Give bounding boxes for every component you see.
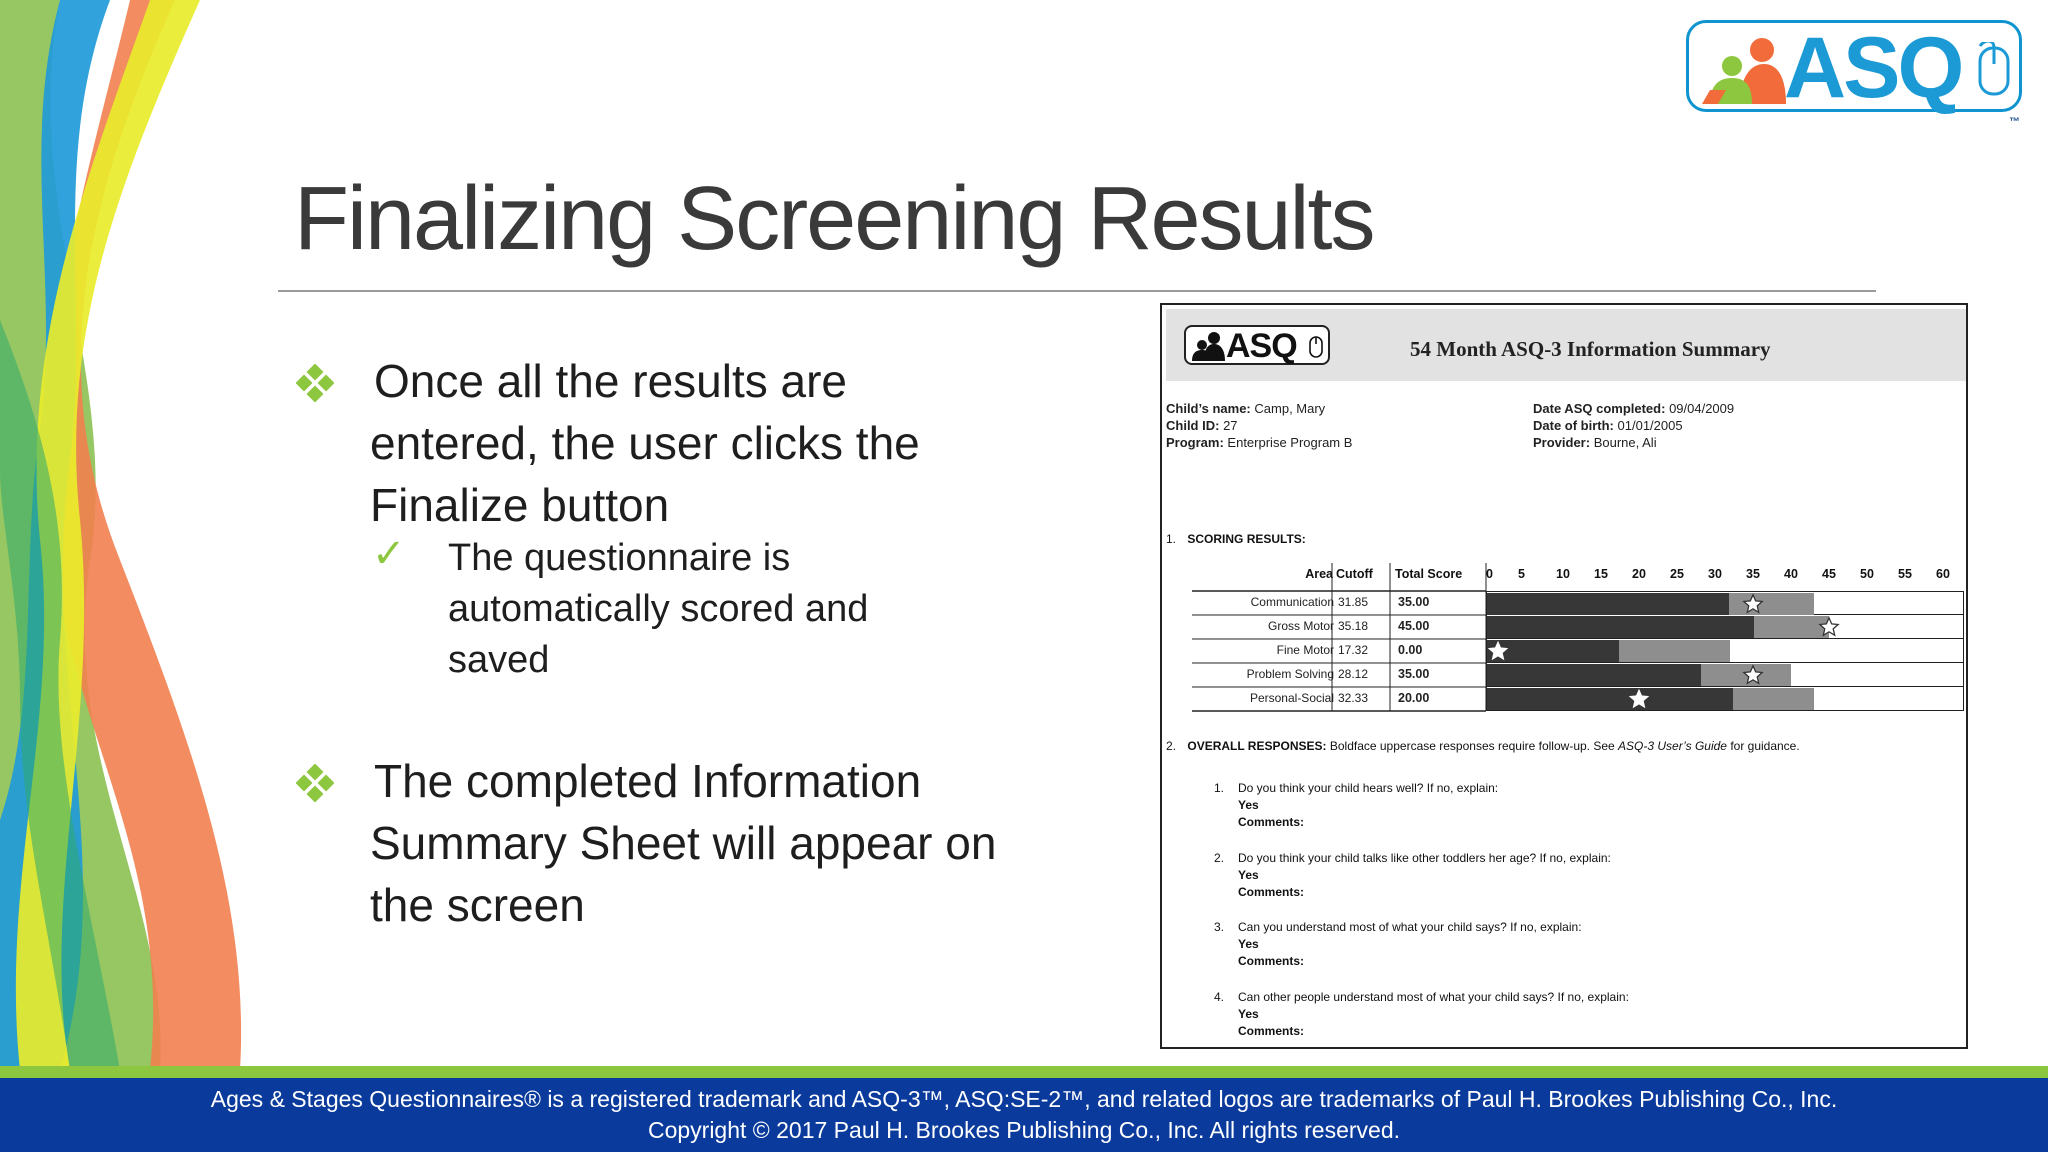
sub-bullet-line-3: saved [448, 639, 550, 681]
mouse-icon [1976, 42, 2012, 98]
header-cutoff: Cutoff [1336, 567, 1373, 581]
question-text: Can you understand most of what your child says? If no, explain: [1238, 920, 1582, 934]
summary-logo-text: ASQ [1226, 327, 1297, 365]
scale-tick: 40 [1784, 567, 1798, 581]
dob-label: Date of birth: [1533, 418, 1614, 433]
provider-row [1533, 434, 1657, 451]
section-2-guide: ASQ-3 User’s Guide [1618, 739, 1727, 753]
asq-logo [1686, 20, 2026, 130]
bullet-1-line-1: Once all the results are [374, 355, 848, 407]
slide-title: Finalizing Screening Results [294, 169, 1374, 269]
logo-text: ASQ [1784, 20, 1962, 116]
header-area: Area [1305, 567, 1333, 581]
diamond-bullet-icon [296, 764, 334, 802]
question-comments-label: Comments: [1238, 1024, 1305, 1038]
child-id-value: 27 [1223, 418, 1238, 433]
footer-accent-band [0, 1066, 2048, 1078]
row-total-score: 0.00 [1398, 643, 1423, 657]
footer-trademark-line: Ages & Stages Questionnaires® is a registered trademark and ASQ-3™, ASQ:SE-2™, and related logos are trademarks of Paul H. Brookes Publishing Co., Inc. [210, 1086, 1838, 1112]
scale-tick: 0 [1486, 567, 1493, 581]
monitoring-zone-segment [1733, 688, 1814, 710]
date-completed-value: 09/04/2009 [1669, 401, 1735, 416]
row-total-score: 35.00 [1398, 667, 1430, 681]
section-scoring-results [1166, 532, 1306, 546]
row-cutoff: 28.12 [1338, 667, 1369, 681]
scoring-chart [1192, 567, 1964, 705]
scale-tick: 25 [1670, 567, 1684, 581]
section-overall-responses [1166, 739, 1800, 753]
scale-tick: 55 [1898, 567, 1912, 581]
question-number: 1. [1214, 781, 1225, 795]
score-bar-track [1486, 687, 1964, 711]
checkmark-icon: ✓ [372, 531, 406, 577]
row-total-score: 45.00 [1398, 619, 1430, 633]
bullet-1-line-2: entered, the user clicks the [370, 417, 920, 469]
scale-tick: 10 [1556, 567, 1570, 581]
section-2-label: OVERALL RESPONSES: [1187, 739, 1327, 753]
below-cutoff-segment [1487, 688, 1733, 710]
question-number: 4. [1214, 990, 1225, 1004]
scale-tick: 35 [1746, 567, 1760, 581]
scale-tick: 45 [1822, 567, 1836, 581]
question-answer: Yes [1238, 868, 1259, 882]
child-name-value: Camp, Mary [1254, 401, 1326, 416]
summary-mouse-icon [1308, 335, 1324, 359]
summary-asq-logo [1184, 325, 1330, 365]
question-comments-label: Comments: [1238, 815, 1305, 829]
row-area: Fine Motor [1276, 643, 1334, 657]
program-row [1166, 434, 1352, 451]
title-divider [278, 290, 1876, 292]
section-1-label: SCORING RESULTS: [1187, 532, 1306, 546]
summary-logo-family-icon [1190, 331, 1226, 361]
section-2-number: 2. [1166, 739, 1177, 753]
question-text: Do you think your child talks like other toddlers her age? If no, explain: [1238, 851, 1611, 865]
scale-tick: 30 [1708, 567, 1722, 581]
row-total-score: 20.00 [1398, 691, 1430, 705]
logo-trademark: ™ [2009, 116, 2020, 128]
program-label: Program: [1166, 435, 1224, 450]
provider-label: Provider: [1533, 435, 1591, 450]
bullet-1-line-3: Finalize button [370, 479, 670, 531]
child-id-label: Child ID: [1166, 418, 1220, 433]
question-answer: Yes [1238, 1007, 1259, 1021]
date-completed-label: Date ASQ completed: [1533, 401, 1666, 416]
sub-bullet-line-2: automatically scored and [448, 588, 869, 630]
question-text: Do you think your child hears well? If no, explain: [1238, 781, 1499, 795]
row-area: Personal-Social [1249, 691, 1334, 705]
program-value: Enterprise Program B [1227, 435, 1353, 450]
row-cutoff: 17.32 [1338, 643, 1369, 657]
section-2-text: Boldface uppercase responses require follow-up. See [1329, 739, 1615, 753]
dob-value: 01/01/2005 [1617, 418, 1683, 433]
row-cutoff: 32.33 [1338, 691, 1369, 705]
header-total-score: Total Score [1395, 567, 1463, 581]
provider-value: Bourne, Ali [1593, 435, 1657, 450]
scale-tick: 15 [1594, 567, 1608, 581]
question-answer: Yes [1238, 798, 1259, 812]
bullet-2-line-2: Summary Sheet will appear on [370, 817, 997, 869]
summary-title: 54 Month ASQ-3 Information Summary [1410, 337, 1771, 361]
question-number: 3. [1214, 920, 1225, 934]
scale-tick: 20 [1632, 567, 1646, 581]
section-2-tail: for guidance. [1730, 739, 1800, 753]
decorative-ribbons [0, 0, 260, 1070]
scale-tick: 5 [1518, 567, 1525, 581]
scale-tick: 60 [1936, 567, 1950, 581]
row-cutoff: 35.18 [1338, 619, 1369, 633]
question-comments-label: Comments: [1238, 954, 1305, 968]
child-name-row [1166, 400, 1325, 417]
score-row [1192, 687, 1964, 711]
row-cutoff: 31.85 [1338, 595, 1369, 609]
question-answer: Yes [1238, 937, 1259, 951]
question-comments-label: Comments: [1238, 885, 1305, 899]
summary-header [1166, 309, 1966, 381]
footer [0, 1078, 2048, 1152]
logo-family-icon [1702, 34, 1788, 104]
date-completed-row [1533, 400, 1734, 417]
bullet-2-line-1: The completed Information [374, 755, 922, 807]
table-grid-lines [1192, 567, 1964, 677]
dob-row [1533, 417, 1683, 434]
question-number: 2. [1214, 851, 1225, 865]
scale-tick: 50 [1860, 567, 1874, 581]
row-area: Problem Solving [1246, 667, 1334, 681]
row-area: Gross Motor [1267, 619, 1334, 633]
row-total-score: 35.00 [1398, 595, 1430, 609]
bullet-2-line-3: the screen [370, 879, 585, 931]
footer-copyright-line: Copyright © 2017 Paul H. Brookes Publishing Co., Inc. All rights reserved. [647, 1117, 1401, 1143]
question-text: Can other people understand most of what your child says? If no, explain: [1238, 990, 1629, 1004]
diamond-bullet-icon [296, 364, 334, 402]
section-1-number: 1. [1166, 532, 1177, 546]
child-name-label: Child’s name: [1166, 401, 1251, 416]
sub-bullet-line-1: The questionnaire is [448, 537, 791, 579]
child-id-row [1166, 417, 1238, 434]
row-area: Communication [1250, 595, 1334, 609]
information-summary-sheet [1160, 303, 1968, 1049]
score-star-icon [1628, 688, 1650, 710]
